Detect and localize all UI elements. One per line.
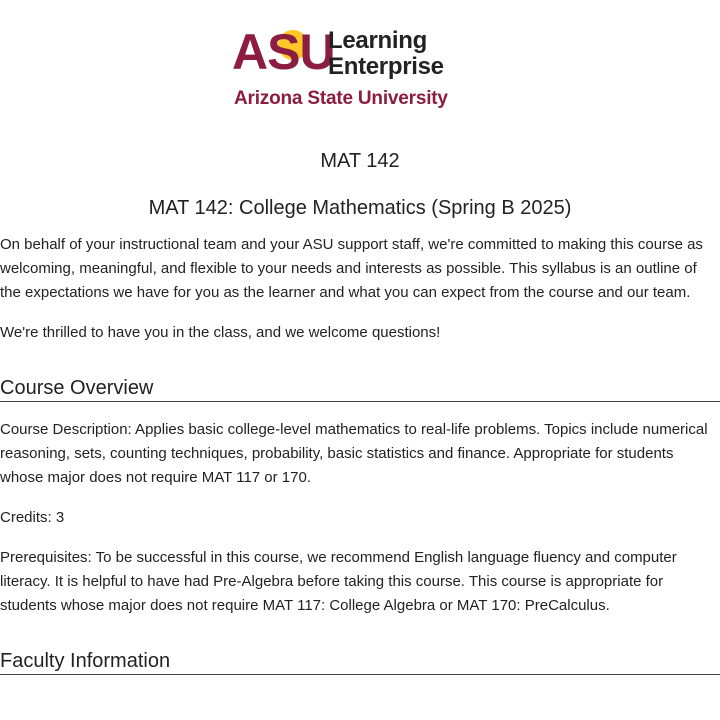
- logo-subtitle: Arizona State University: [234, 88, 448, 109]
- syllabus-content: [0, 233, 720, 691]
- logo-asu-mark: ASU: [232, 24, 335, 80]
- course-overview-heading: Course Overview: [0, 375, 720, 402]
- asu-learning-enterprise-logo: [232, 26, 488, 114]
- course-prerequisites: Prerequisites: To be successful in this course, we recommend English language fluency and computer literacy. It is helpful to have had Pre-Algebra before taking this course. This course is appropriate for students whose major does not require MAT 117: College Algebra or MAT 170: PreCalculus.: [0, 549, 677, 614]
- welcome-paragraph: We're thrilled to have you in the class, and we welcome questions!: [0, 324, 441, 341]
- course-code: MAT 142: [320, 150, 400, 172]
- logo-line-learning: Learning: [328, 27, 427, 54]
- course-title: MAT 142: College Mathematics (Spring B 2025): [148, 197, 572, 219]
- logo-line-enterprise: Enterprise: [328, 53, 444, 80]
- course-description: Course Description: Applies basic college-level mathematics to real-life problems. Topics include numerical reasoning, sets, counting techniques, probability, basic statistics and finance. Appropriate for students whose major does not require MAT 117 or 170.: [0, 421, 708, 486]
- faculty-information-heading: Faculty Information: [0, 648, 720, 675]
- intro-paragraph: On behalf of your instructional team and your ASU support staff, we're committed to making this course as welcoming, meaningful, and flexible to your needs and interests as possible. This syllabus is an outline of the expectations we have for you as the learner and what you can expect from the course and our team.: [0, 236, 703, 301]
- course-credits: Credits: 3: [0, 509, 65, 526]
